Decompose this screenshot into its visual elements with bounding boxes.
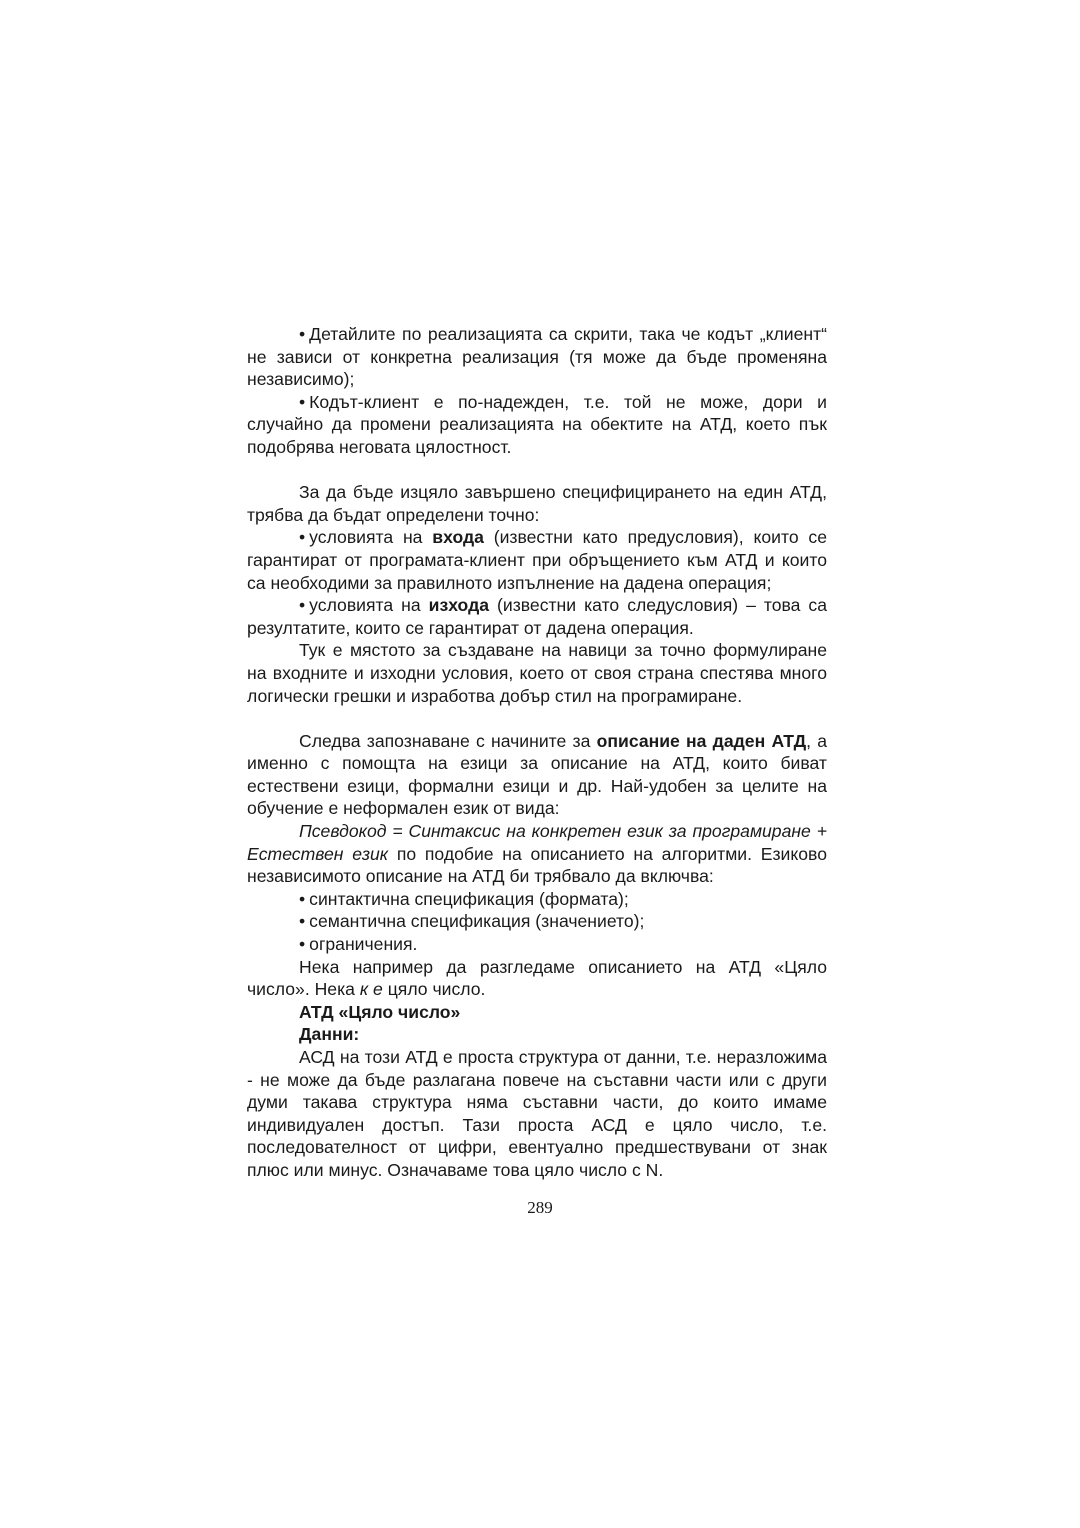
spec-intro: За да бъде изцяло завършено специфицирането на един АТД, трябва да бъдат определени точно: (247, 482, 827, 525)
bullet-paragraph: • Детайлите по реализацията са скрити, така че кодът „клиент“ не зависи от конкретна реализация (тя може да бъде променяна независимо); (247, 324, 827, 390)
list-item: • семантична спецификация (значението); (299, 911, 645, 932)
bullet-icon: • (299, 527, 306, 548)
page-number: 289 (527, 1198, 553, 1217)
bullet-paragraph: • условията на входа (известни като предусловия), които се гарантират от програмата-клиент при обръщението към АТД и които са необходими за правилното изпълнение на дадена операция; (247, 527, 827, 593)
paragraph: АСД на този АТД е проста структура от данни, т.е. неразложима - не може да бъде разлагана повече на съставни части или с други думи такава структура няма съставни части, до които имаме индивидуален достъп. Тази проста АСД е цяло число, т.е. последователност от цифри, евентуално предшествувани от знак плюс или минус. Означаваме това цяло число с N. (247, 1047, 827, 1180)
heading-data: Данни: (299, 1024, 360, 1045)
bullet-icon: • (299, 888, 306, 909)
bullet-paragraph: • Кодът-клиент е по-надежден, т.е. той не може, дори и случайно да промени реализацията на обектите на АТД, което пък подобрява неговата цялостност. (247, 391, 827, 457)
list-item: • синтактична спецификация (формата); (299, 888, 629, 909)
list-item: • ограничения. (299, 934, 418, 955)
bullet-icon: • (299, 324, 306, 344)
bullet-icon: • (299, 595, 306, 616)
heading-adt: АТД «Цяло число» (299, 1001, 461, 1022)
bullet-paragraph: • условията на изхода (известни като следусловия) – това са резултатите, които се гарантират от дадена операция. (247, 595, 828, 638)
paragraph: Нека например да разгледаме описанието на АТД «Цяло число». Нека к е цяло число. (247, 956, 827, 1000)
paragraph: Тук е мястото за създаване на навици за точно формулиране на входните и изходни условия, което от своя страна спестява много логически грешки и изработва добър стил на програмиране. (247, 640, 827, 706)
page-body (247, 323, 827, 1182)
bullet-icon: • (299, 911, 306, 932)
bullet-icon: • (299, 934, 306, 955)
formula-paragraph: Псевдокод = Синтаксис на конкретен език за програмиране + Естествен език по подобие на описанието на алгоритми. Езиково независимото описание на АТД би трябвало да включва: (247, 821, 827, 887)
bullet-icon: • (299, 391, 306, 412)
paragraph: Следва запознаване с начините за описание на даден АТД, а именно с помощта на езици за описание на АТД, които биват естествени езици, формални езици и др. Най-удобен за целите на обучение е неформален език от вида: (247, 730, 828, 819)
